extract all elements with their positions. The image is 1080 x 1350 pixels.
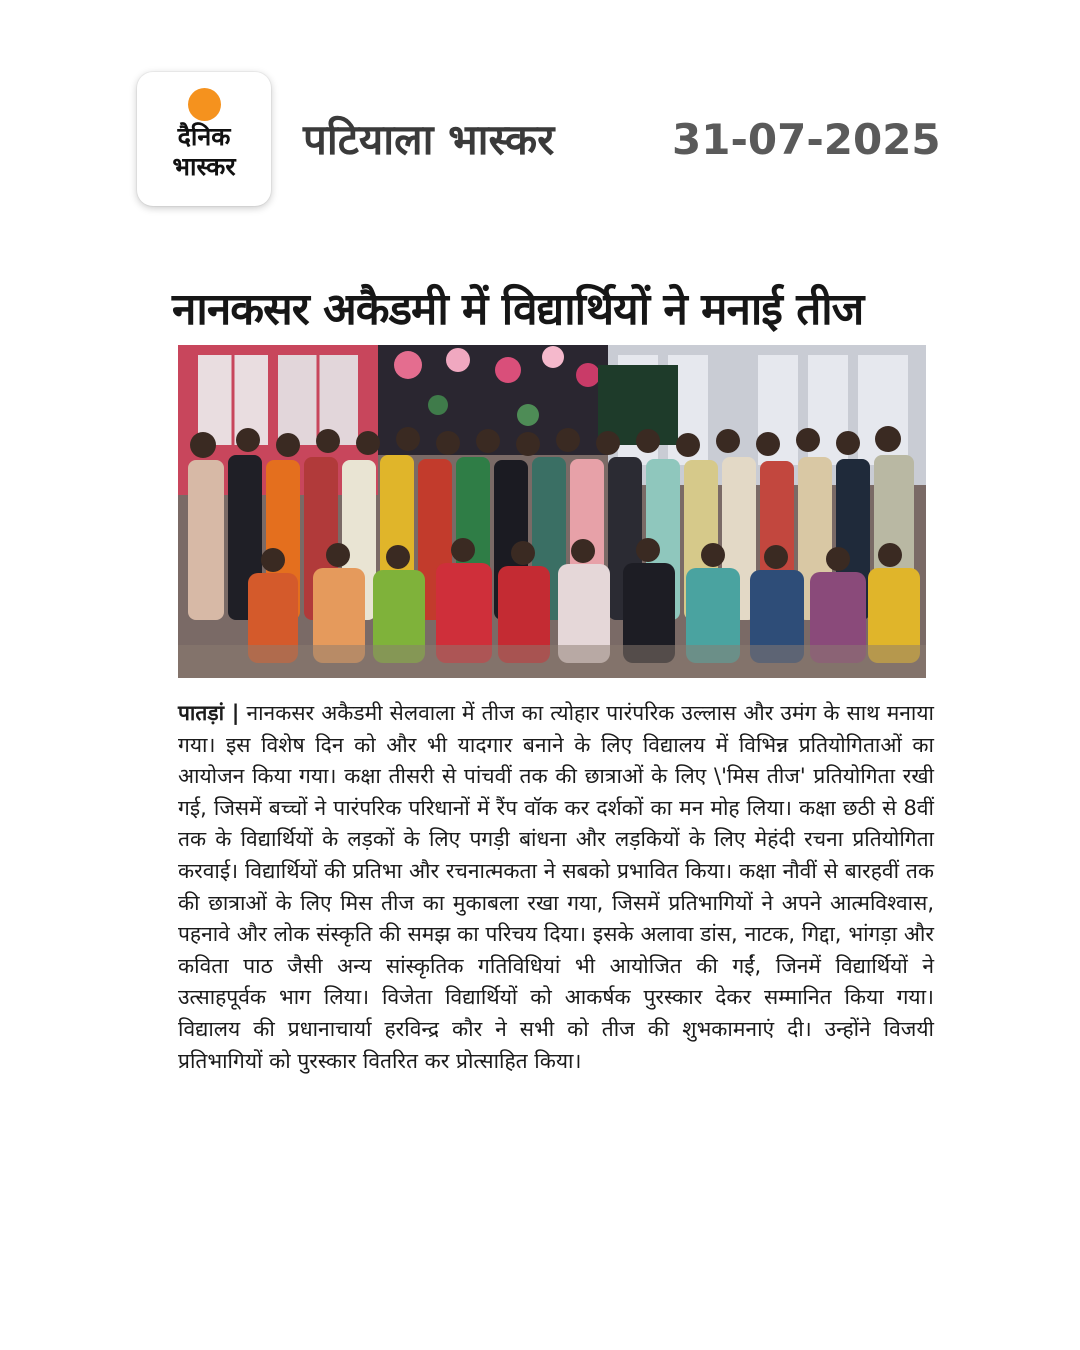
edition-name: पटियाला भास्कर bbox=[303, 115, 555, 164]
group-photo bbox=[178, 345, 926, 678]
dainik-bhaskar-logo bbox=[137, 72, 271, 206]
article-text: नानकसर अकैडमी सेलवाला में तीज का त्योहार पारंपरिक उल्लास और उमंग के साथ मनाया गया। इस विशेष दिन को और भी यादगार बनाने के लिए विद्यालय में विभिन्न प्रतियोगिताओं का आयोजन किया गया। कक्षा तीसरी से पांचवीं तक की छात्राओं के लिए \'मिस तीज' प्रतियोगिता रखी गई, जिसमें बच्चों ने पारंपरिक परिधानों में रैंप वॉक कर दर्शकों का मन मोह लिया। कक्षा छठी से 8वीं तक के विद्यार्थियों के लड़कों के लिए पगड़ी बांधना और लड़कियों के लिए मेहंदी रचना प्रतियोगिता करवाई। विद्यार्थियों की प्रतिभा और रचनात्मकता ने सबको प्रभावित किया। कक्षा नौवीं से बारहवीं तक की छात्राओं के लिए मिस तीज का मुकाबला रखा गया, जिसमें प्रतिभागियों ने अपने आत्मविश्वास, पहनावे और लोक संस्कृति की समझ का परिचय दिया। इसके अलावा डांस, नाटक, गिद्दा, भांगड़ा और कविता पाठ जैसी अन्य सांस्कृतिक गतिविधियां भी आयोजित की गईं, जिनमें विद्यार्थियों ने उत्साहपूर्वक भाग लिया। विजेता विद्यार्थियों को आकर्षक पुरस्कार देकर सम्मानित किया गया। विद्यालय की प्रधानाचार्या हरविन्द्र कौर ने सभी को तीज की शुभकामनाएं दी। उन्होंने विजयी प्रतिभागियों को पुरस्कार वितरित कर प्रोत्साहित किया। bbox=[178, 701, 934, 1073]
article-body bbox=[178, 698, 934, 1077]
logo-text-line1: दैनिक bbox=[177, 122, 231, 151]
article-headline: नानकसर अकैडमी में विद्यार्थियों ने मनाई तीज bbox=[172, 284, 864, 335]
edition-date: 31-07-2025 bbox=[672, 115, 941, 164]
sun-icon bbox=[188, 88, 221, 121]
dateline: पातड़ां | bbox=[178, 701, 240, 725]
logo-text-line2: भास्कर bbox=[172, 152, 236, 181]
